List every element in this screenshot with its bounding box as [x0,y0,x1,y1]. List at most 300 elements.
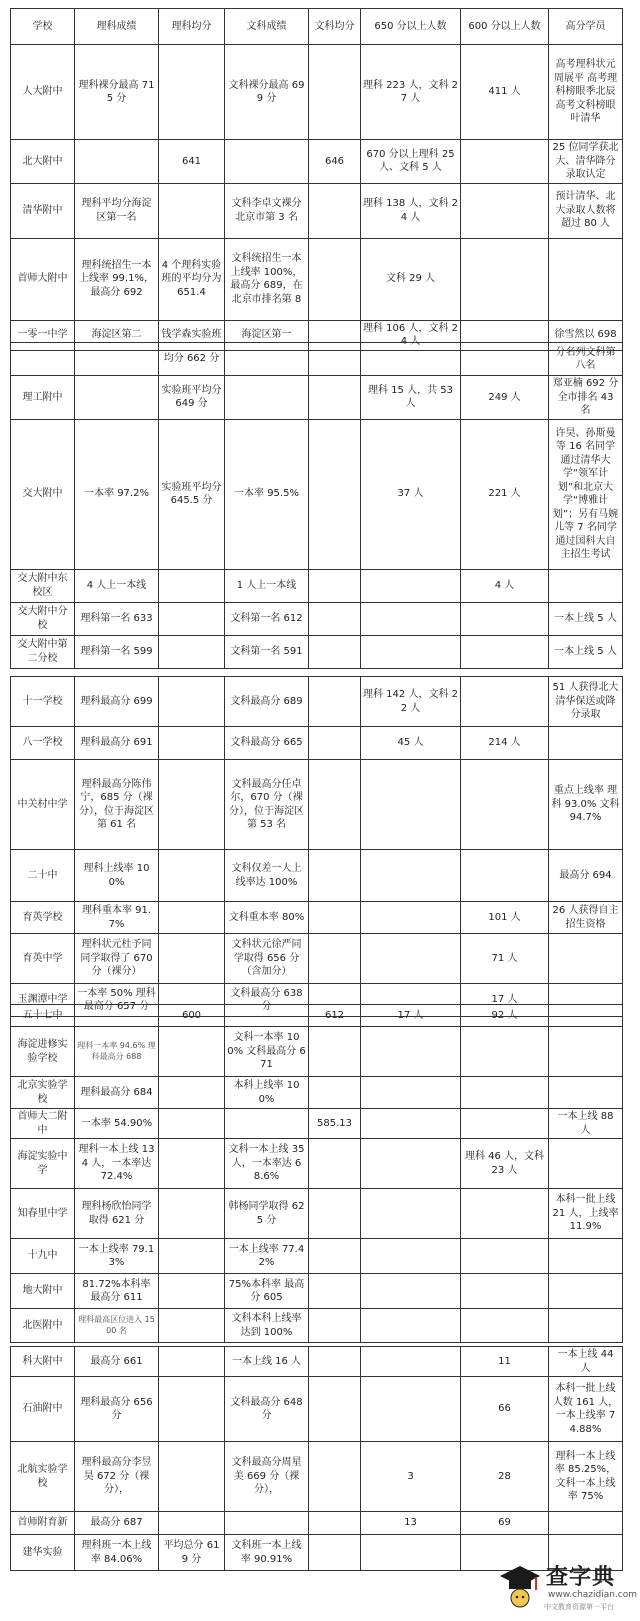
table-row [11,376,623,420]
table-cell: 理科平均分海淀区第一名 [75,183,159,238]
table-cell [461,183,549,238]
table-cell: 文科重本率 80% [225,902,309,934]
table-cell [361,1377,461,1442]
table-row [11,1027,623,1077]
school-name-cell: 清华附中 [11,183,75,238]
table-cell: 文科最高分 638 分 [225,984,309,1017]
table-cell: 文科最高分 648 分 [225,1377,309,1442]
table-cell: 最高分 661 [75,1347,159,1377]
table-cell [75,140,159,184]
table-cell [309,45,361,140]
school-name-cell: 理工附中 [11,376,75,420]
school-name-cell: 人大附中 [11,45,75,140]
table-cell: 一本率 95.5% [225,419,309,569]
table-cell: 文科第一名 612 [225,602,309,635]
school-name-cell: 首师大附中 [11,238,75,320]
table-cell: 理科裸分最高 715 分 [75,45,159,140]
table-cell: 理科最高分陈伟宁，685 分（裸分），位于海淀区第 61 名 [75,760,159,850]
table-cell [549,1139,623,1189]
table-cell [461,1239,549,1274]
table-cell [361,1077,461,1109]
school-name-cell: 首师大二附中 [11,1109,75,1139]
table-cell [361,1139,461,1189]
table-cell [549,1077,623,1109]
table-cell [461,635,549,668]
table-cell [361,902,461,934]
table-cell [461,1109,549,1139]
table-row [11,677,623,727]
table-cell [309,1274,361,1309]
table-cell: 文科成绩 [225,9,309,45]
table-cell: 一本上线 5 人 [549,602,623,635]
table-cell: 许昊、孙斯曼等 16 名同学通过清华大学“领军计划”和北京大学“博雅计划”；另有马婉儿等 7 名同学通过国科大自主招生考试 [549,419,623,569]
table-cell: 理科班一本上线率 84.06% [75,1535,159,1571]
table-cell: 本科一批上线人数 161 人，一本上线率 74.88% [549,1377,623,1442]
table-cell: 最高分 694 [549,850,623,902]
table-cell [159,902,225,934]
table-cell [159,1442,225,1512]
school-name-cell: 北大附中 [11,140,75,184]
table-cell: 文科均分 [309,9,361,45]
watermark-name: 查字典 [546,1565,616,1590]
table-cell [159,1309,225,1343]
table-segment-3 [10,676,622,1017]
table-cell: 585.13 [309,1109,361,1139]
table-row [11,902,623,934]
table-cell [225,1005,309,1027]
table-cell [461,677,549,727]
table-cell [309,677,361,727]
table-cell [309,1535,361,1571]
table-cell [159,569,225,602]
watermark-logo [498,1556,638,1614]
table-cell: 600 [159,1005,225,1027]
table-cell: 45 人 [361,727,461,760]
table-cell [309,1442,361,1512]
school-name-cell: 交大附中第二分校 [11,635,75,668]
table-cell [361,1239,461,1274]
table-cell: 理科 106 人，文科 24 人 [361,320,461,350]
table-cell: 1 人上一本线 [225,569,309,602]
school-name-cell: 一零一中学 [11,320,75,350]
school-name-cell: 建华实验 [11,1535,75,1571]
table-cell [159,1377,225,1442]
table-cell: 一本上线率 79.13% [75,1239,159,1274]
table-cell: 17 人 [361,1005,461,1027]
table-cell: 本科上线率 100% [225,1077,309,1109]
table-cell: 郑亚楠 692 分 全市排名 43 名 [549,376,623,420]
table-cell: 641 [159,140,225,184]
table-row [11,1347,623,1377]
table-cell: 646 [309,140,361,184]
table-cell [159,1189,225,1239]
table-cell [361,635,461,668]
school-name-cell: 八一学校 [11,727,75,760]
table-cell: 海淀区第二 [75,320,159,350]
table-cell: 文科本科上线率达到 100% [225,1309,309,1343]
table-cell [309,1027,361,1077]
watermark-url: www.chazidian.com [548,1590,638,1600]
table-cell [309,1347,361,1377]
table-row [11,343,623,376]
table-cell [361,1189,461,1239]
table-cell: 理科 138 人，文科 24 人 [361,183,461,238]
table-cell [461,1309,549,1343]
table-cell [549,569,623,602]
table-cell: 文科最高分任卓尔，670 分（裸分），位于海淀区第 53 名 [225,760,309,850]
table-cell [549,238,623,320]
table-cell: 13 [361,1512,461,1535]
table-cell [159,1027,225,1077]
table-cell [309,569,361,602]
table-cell: 文科统招生一本上线率 100%，最高分 689，在北京市排名第 8 [225,238,309,320]
table-row [11,1239,623,1274]
table-cell [225,376,309,420]
table-cell [309,343,361,376]
table-cell [159,727,225,760]
table-cell: 4 个理科实验班的平均分为 651.4 [159,238,225,320]
results-table [10,1004,623,1343]
table-cell: 文科最高分周星美 669 分（裸分）， [225,1442,309,1512]
table-cell [225,1109,309,1139]
table-cell [159,183,225,238]
table-row [11,934,623,984]
table-cell [309,1189,361,1239]
table-cell [159,602,225,635]
table-row [11,602,623,635]
table-cell [309,727,361,760]
school-name-cell: 育英中学 [11,934,75,984]
table-cell: 理科成绩 [75,9,159,45]
school-name-cell: 玉渊潭中学 [11,984,75,1017]
school-name-cell: 交大附中东校区 [11,569,75,602]
graduation-cap-icon [498,1560,542,1610]
table-cell [309,934,361,984]
table-cell [549,1274,623,1309]
table-cell [159,1139,225,1189]
table-cell [309,1377,361,1442]
table-cell: 均分 662 分 [159,343,225,376]
table-cell: 理科最高分 699 [75,677,159,727]
table-cell: 一本上线 44 人 [549,1347,623,1377]
table-cell [309,1512,361,1535]
table-cell [309,419,361,569]
table-cell: 文科一本率 100% 文科最高分 671 [225,1027,309,1077]
table-cell: 一本上线 5 人 [549,635,623,668]
table-cell [159,45,225,140]
table-cell [549,1309,623,1343]
table-cell [309,376,361,420]
table-cell [309,602,361,635]
table-cell: 理科第一名 633 [75,602,159,635]
school-name-cell: 学校 [11,9,75,45]
table-cell: 平均总分 619 分 [159,1535,225,1571]
table-cell: 理科重本率 91.7% [75,902,159,934]
table-cell: 612 [309,1005,361,1027]
table-cell: 51 人获得北大清华保送或降分录取 [549,677,623,727]
table-cell: 一本率 97.2% [75,419,159,569]
table-row [11,1109,623,1139]
table-cell [309,902,361,934]
table-cell: 钱学森实验班 [159,320,225,350]
table-cell [75,1005,159,1027]
table-cell: 理科最高分 684 [75,1077,159,1109]
table-row [11,1005,623,1027]
table-cell: 理科最高分李昱昊 672 分（裸分）， [75,1442,159,1512]
table-cell [159,1274,225,1309]
school-name-cell: 地大附中 [11,1274,75,1309]
table-cell [361,343,461,376]
school-name-cell: 二十中 [11,850,75,902]
school-name-cell: 北医附中 [11,1309,75,1343]
table-row [11,727,623,760]
table-cell [225,1512,309,1535]
school-name-cell [11,343,75,376]
table-cell [549,934,623,984]
table-row [11,569,623,602]
table-segment-2 [10,342,622,669]
school-name-cell: 首师附育新 [11,1512,75,1535]
table-cell: 理科 223 人，文科 27 人 [361,45,461,140]
table-cell: 650 分以上人数 [361,9,461,45]
table-cell: 预计清华、北大录取人数将超过 80 人 [549,183,623,238]
table-cell: 17 人 [461,984,549,1017]
table-cell [461,850,549,902]
table-cell: 本科一批上线 21 人，上线率 11.9% [549,1189,623,1239]
school-name-cell: 十一学校 [11,677,75,727]
table-cell [461,1189,549,1239]
school-name-cell: 五十七中 [11,1005,75,1027]
school-name-cell: 交大附中 [11,419,75,569]
table-cell: 理科状元杜予同同学取得了 670 分（裸分） [75,934,159,984]
table-cell: 4 人 [461,569,549,602]
table-cell [309,850,361,902]
table-cell [361,1027,461,1077]
table-cell: 最高分 687 [75,1512,159,1535]
table-cell: 一本上线 88 人 [549,1109,623,1139]
school-name-cell: 海淀进修实验学校 [11,1027,75,1077]
table-cell [159,934,225,984]
table-cell: 理科 15 人，共 53 人 [361,376,461,420]
table-cell: 文科最高分 665 [225,727,309,760]
table-cell: 3 [361,1442,461,1512]
table-row [11,760,623,850]
table-cell [361,602,461,635]
table-cell [361,1309,461,1343]
table-row [11,850,623,902]
table-cell: 文科一本上线 35 人，一本率达 68.6% [225,1139,309,1189]
table-cell [309,1309,361,1343]
table-cell [461,760,549,850]
table-cell: 214 人 [461,727,549,760]
table-cell: 理科第一名 599 [75,635,159,668]
table-cell [361,569,461,602]
table-cell [461,343,549,376]
table-row [11,183,623,238]
table-segment-5 [10,1346,622,1571]
table-cell: 一本率 50% 理科最高分 657 分 [75,984,159,1017]
watermark-tagline: 中文教育资源第一平台 [544,1603,614,1611]
table-row [11,1139,623,1189]
table-cell [159,760,225,850]
results-table [10,676,623,1017]
table-cell: 理科上线率 100% [75,850,159,902]
table-cell: 重点上线率 理科 93.0% 文科 94.7% [549,760,623,850]
table-cell: 文科仅差一人上线率达 100% [225,850,309,902]
table-cell: 理科均分 [159,9,225,45]
table-cell: 文科最高分 689 [225,677,309,727]
table-cell [461,238,549,320]
table-cell [461,1027,549,1077]
school-name-cell: 北航实验学校 [11,1442,75,1512]
results-table [10,342,623,669]
table-cell: 海淀区第一 [225,320,309,350]
table-cell [159,1109,225,1139]
table-cell [309,760,361,850]
table-cell: 分名列文科第八名 [549,343,623,376]
table-cell: 文科状元徐严同学取得 656 分（含加分） [225,934,309,984]
table-cell: 实验班平均分 649 分 [159,376,225,420]
table-cell [361,760,461,850]
table-cell: 37 人 [361,419,461,569]
table-row [11,238,623,320]
table-cell [361,934,461,984]
table-cell: 26 人获得自主招生资格 [549,902,623,934]
table-cell: 4 人上一本线 [75,569,159,602]
table-row [11,140,623,184]
table-cell [461,1274,549,1309]
table-cell: 670 分以上理科 25 人、文科 5 人 [361,140,461,184]
table-row [11,1309,623,1343]
table-cell: 韩杨同学取得 625 分 [225,1189,309,1239]
table-row [11,1377,623,1442]
results-table [10,1346,623,1571]
table-cell [549,727,623,760]
table-cell: 221 人 [461,419,549,569]
table-cell [309,238,361,320]
table-cell: 71 人 [461,934,549,984]
table-cell: 理科一本上线率 85.25%，文科一本上线率 75% [549,1442,623,1512]
school-name-cell: 知春里中学 [11,1189,75,1239]
school-name-cell: 交大附中分校 [11,602,75,635]
table-cell: 理科 46 人，文科 23 人 [461,1139,549,1189]
table-row [11,1274,623,1309]
table-cell: 66 [461,1377,549,1442]
table-cell [225,343,309,376]
table-cell [461,1077,549,1109]
table-segment-4 [10,1004,622,1343]
table-cell: 92 人 [461,1005,549,1027]
table-cell: 高考理科状元周展平 高考理科榜眼季北辰 高考文科榜眼叶清华 [549,45,623,140]
table-cell [159,635,225,668]
table-cell: 徐雪然以 698 [549,320,623,350]
table-cell [361,1535,461,1571]
table-cell [159,1347,225,1377]
table-cell [309,183,361,238]
table-cell: 75%本科率 最高分 605 [225,1274,309,1309]
table-cell [549,1027,623,1077]
school-name-cell: 石油附中 [11,1377,75,1442]
table-row [11,1189,623,1239]
table-cell [159,1239,225,1274]
table-cell: 69 [461,1512,549,1535]
table-cell [75,343,159,376]
table-cell [309,1077,361,1109]
table-cell: 101 人 [461,902,549,934]
table-cell [159,1512,225,1535]
table-cell: 文科班一本上线率 90.91% [225,1535,309,1571]
school-name-cell: 育英学校 [11,902,75,934]
school-name-cell: 北京实验学校 [11,1077,75,1109]
table-cell [461,140,549,184]
table-cell: 理科最高分 656 分 [75,1377,159,1442]
table-cell [549,1005,623,1027]
table-cell: 理科 142 人，文科 22 人 [361,677,461,727]
results-table [10,8,623,351]
table-cell: 249 人 [461,376,549,420]
table-cell [159,677,225,727]
table-cell [361,850,461,902]
table-cell: 一本率 54.90% [75,1109,159,1139]
table-cell: 理科最高区位进入 1500 名 [75,1309,159,1343]
school-name-cell: 中关村中学 [11,760,75,850]
table-cell: 理科最高分 691 [75,727,159,760]
school-name-cell: 海淀实验中学 [11,1139,75,1189]
table-row [11,419,623,569]
table-cell: 文科裸分最高 699 分 [225,45,309,140]
table-cell: 理科一本上线 134 人，一本率达 72.4% [75,1139,159,1189]
table-cell: 25 位同学获北大、清华降分录取认定 [549,140,623,184]
table-cell [309,635,361,668]
school-name-cell: 十九中 [11,1239,75,1274]
table-cell [309,1139,361,1189]
table-cell: 411 人 [461,45,549,140]
table-cell: 理科统招生一本上线率 99.1%，最高分 692 [75,238,159,320]
table-segment-1 [10,8,622,351]
table-row [11,1442,623,1512]
table-cell: 一本上线 16 人 [225,1347,309,1377]
table-cell: 11 [461,1347,549,1377]
table-cell: 文科第一名 591 [225,635,309,668]
table-cell [159,1077,225,1109]
table-cell: 高分学员 [549,9,623,45]
table-cell: 文科 29 人 [361,238,461,320]
table-cell: 文科李卓文裸分北京市第 3 名 [225,183,309,238]
school-name-cell: 科大附中 [11,1347,75,1377]
table-cell [309,1239,361,1274]
table-cell [225,140,309,184]
table-cell: 81.72%本科率 最高分 611 [75,1274,159,1309]
table-cell: 28 [461,1442,549,1512]
table-cell: 理科一本率 94.6% 理科最高分 688 [75,1027,159,1077]
table-cell: 理科杨欣怡同学取得 621 分 [75,1189,159,1239]
table-cell [159,850,225,902]
table-cell: 600 分以上人数 [461,9,549,45]
table-cell [361,1347,461,1377]
table-cell: 一本上线率 77.42% [225,1239,309,1274]
table-cell [549,1512,623,1535]
table-header-row [11,9,623,45]
table-cell: 实验班平均分 645.5 分 [159,419,225,569]
table-cell [75,376,159,420]
table-cell [361,1274,461,1309]
table-row [11,45,623,140]
table-cell [361,1109,461,1139]
table-cell [549,1239,623,1274]
table-row [11,1077,623,1109]
table-row [11,1512,623,1535]
table-cell [461,602,549,635]
